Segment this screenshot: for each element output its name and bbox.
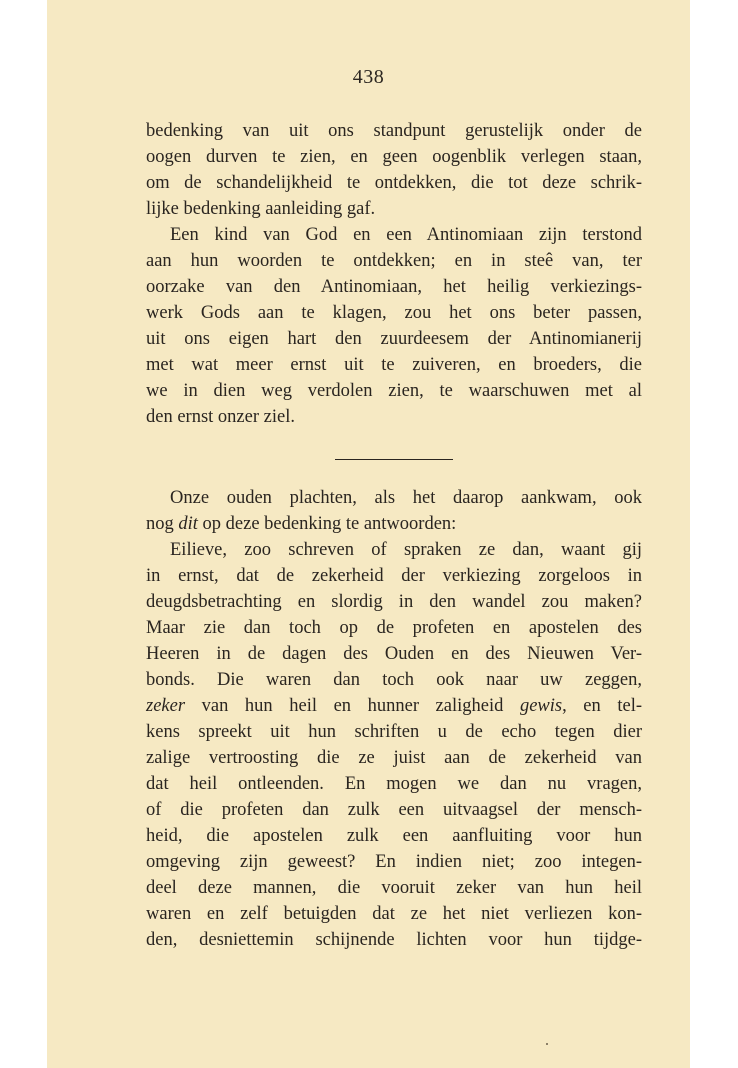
- text-line: Eilieve, zoo schreven of spraken ze dan, waant gij: [170, 540, 642, 560]
- text-line: deel deze mannen, die vooruit zeker van hun heil: [146, 878, 642, 898]
- text-line: we in dien weg verdolen zien, te waarschuwen met al: [146, 381, 642, 401]
- text-line: heid, die apostelen zulk een aanfluiting voor hun: [146, 826, 642, 846]
- text-line: den ernst onzer ziel.: [146, 407, 295, 427]
- text-line: zalige vertroosting die ze juist aan de zekerheid van: [146, 748, 642, 768]
- text-line: werk Gods aan te klagen, zou het ons beter passen,: [146, 303, 642, 323]
- italic-text: gewis: [519, 696, 563, 716]
- section-divider: [335, 459, 453, 460]
- text-fragment: , en tel-: [562, 696, 642, 716]
- text-line: Een kind van God en een Antinomiaan zijn terstond: [170, 225, 642, 245]
- text-line: waren en zelf betuigden dat ze het niet verliezen kon-: [146, 904, 642, 924]
- text-line: om de schandelijkheid te ontdekken, die tot deze schrik-: [146, 173, 642, 193]
- paper-speck: [546, 1043, 548, 1045]
- text-line: bonds. Die waren dan toch ook naar uw zeggen,: [146, 670, 642, 690]
- text-fragment: nog: [146, 514, 179, 534]
- italic-text: dit: [178, 514, 198, 534]
- text-line: of die profeten dan zulk een uitvaagsel der mensch-: [146, 800, 642, 820]
- text-line: [146, 511, 642, 537]
- text-line: kens spreekt uit hun schriften u de echo tegen dier: [146, 722, 642, 742]
- text-line: [146, 693, 642, 719]
- text-line: met wat meer ernst uit te zuiveren, en broeders, die: [146, 355, 642, 375]
- text-line: bedenking van uit ons standpunt gerustelijk onder de: [146, 121, 642, 141]
- text-line: dat heil ontleenden. En mogen we dan nu vragen,: [146, 774, 642, 794]
- text-line: Onze ouden plachten, als het daarop aankwam, ook: [170, 488, 642, 508]
- text-line: den, desniettemin schijnende lichten voor hun tijdge-: [146, 930, 642, 950]
- text-fragment: op deze bedenking te antwoorden:: [197, 514, 457, 534]
- text-line: deugdsbetrachting en slordig in den wandel zou maken?: [146, 592, 642, 612]
- italic-text: zeker: [146, 696, 186, 716]
- text-line: Heeren in de dagen des Ouden en des Nieuwen Ver-: [146, 644, 642, 664]
- page-number: 438: [352, 66, 385, 88]
- text-line: oogen durven te zien, en geen oogenblik verlegen staan,: [146, 147, 642, 167]
- text-line: aan hun woorden te ontdekken; en in steê van, ter: [146, 251, 642, 271]
- text-line: Maar zie dan toch op de profeten en apostelen des: [146, 618, 642, 638]
- text-line: in ernst, dat de zekerheid der verkiezing zorgeloos in: [146, 566, 642, 586]
- text-line: oorzake van den Antinomiaan, het heilig verkiezings-: [146, 277, 642, 297]
- text-line: uit ons eigen hart den zuurdeesem der Antinomianerij: [146, 329, 642, 349]
- text-fragment: van hun heil en hunner zaligheid: [185, 696, 520, 716]
- text-line: omgeving zijn geweest? En indien niet; zoo integen-: [146, 852, 642, 872]
- text-line: lijke bedenking aanleiding gaf.: [146, 199, 376, 219]
